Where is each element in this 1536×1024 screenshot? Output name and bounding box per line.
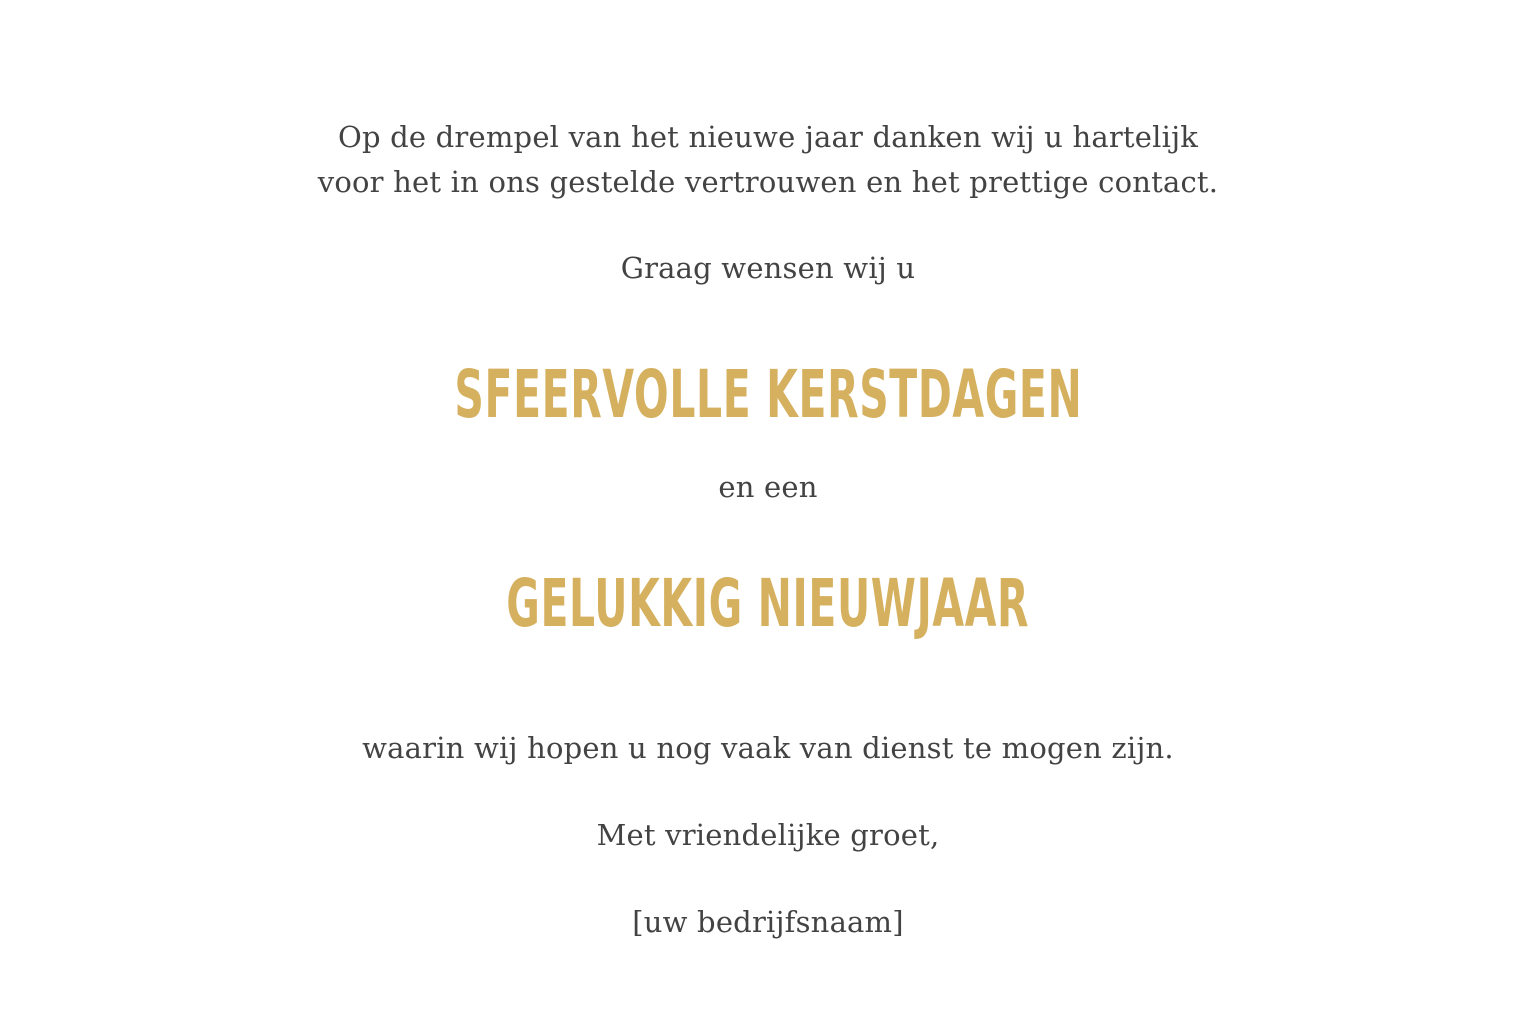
headline-christmas-text: SFEERVOLLE KERSTDAGEN [454, 356, 1082, 433]
intro-line-1: Op de drempel van het nieuwe jaar danken wij u hartelijk [337, 120, 1199, 154]
wish-intro: Graag wensen wij u [620, 251, 916, 285]
company-name-placeholder: [uw bedrijfsnaam] [632, 905, 904, 939]
connector-text: en een [718, 470, 818, 504]
headline-new-year [0, 565, 1536, 642]
intro-line-2: voor het in ons gestelde vertrouwen en het prettige contact. [317, 165, 1219, 199]
headline-new-year-text: GELUKKIG NIEUWJAAR [506, 565, 1030, 642]
headline-christmas [0, 356, 1536, 433]
greeting-text: Met vriendelijke groet, [596, 818, 940, 852]
closing-line: waarin wij hopen u nog vaak van dienst te mogen zijn. [362, 731, 1174, 765]
